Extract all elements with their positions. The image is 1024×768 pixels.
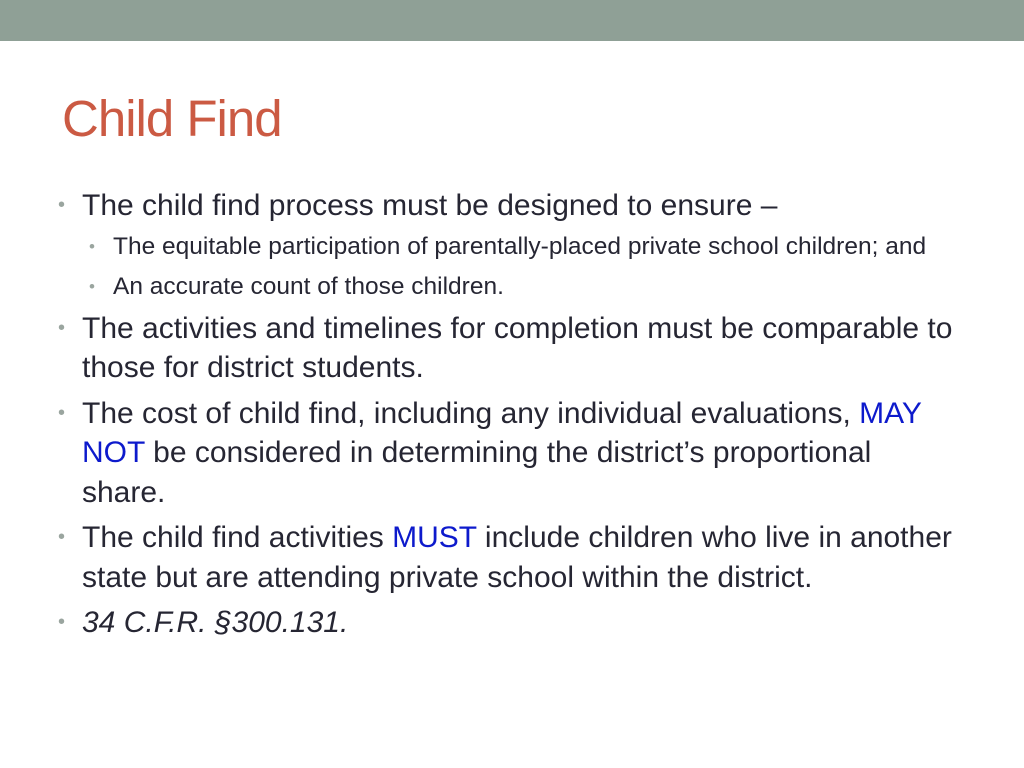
bullet-text-end: be considered in determining the district’s proportional share. xyxy=(82,436,872,509)
bullet-dot-icon: • xyxy=(58,316,66,339)
bullet-dot-icon: • xyxy=(89,277,95,296)
bullet-dot-icon: • xyxy=(58,526,66,548)
top-accent-band xyxy=(0,0,1024,41)
bullet-item xyxy=(58,518,958,597)
bullet-text: The activities and timelines for completion must be comparable to those for district students. xyxy=(82,311,953,384)
bullet-dot-icon: • xyxy=(58,611,66,633)
sub-bullet-item xyxy=(58,230,958,265)
bullet-item xyxy=(58,309,958,388)
bullet-dot-icon: • xyxy=(58,401,66,424)
bullet-text-start: The child find activities xyxy=(82,521,393,554)
emphasis-may-not: MAY NOT xyxy=(82,396,922,469)
bullet-dot-icon: • xyxy=(58,194,66,216)
bullet-text-start: The cost of child find, including any individual evaluations, xyxy=(82,396,860,430)
bullet-text-end: include children who live in another state but are attending private school within the district. xyxy=(82,521,952,594)
sub-bullet-item xyxy=(58,270,958,305)
bullet-dot-icon: • xyxy=(89,236,95,256)
bullet-item xyxy=(58,186,958,226)
sub-bullet-text: The equitable participation of parentally-placed private school children; and xyxy=(113,232,927,260)
regulation-citation: 34 C.F.R. §300.131. xyxy=(82,606,349,639)
bullet-text: The child find process must be designed to ensure – xyxy=(82,189,778,222)
sub-bullet-text: An accurate count of those children. xyxy=(113,273,504,300)
bullet-item xyxy=(58,394,958,513)
slide-body xyxy=(58,186,958,649)
slide-title: Child Find xyxy=(62,90,282,147)
emphasis-must: MUST xyxy=(392,521,477,554)
bullet-item xyxy=(58,603,958,643)
